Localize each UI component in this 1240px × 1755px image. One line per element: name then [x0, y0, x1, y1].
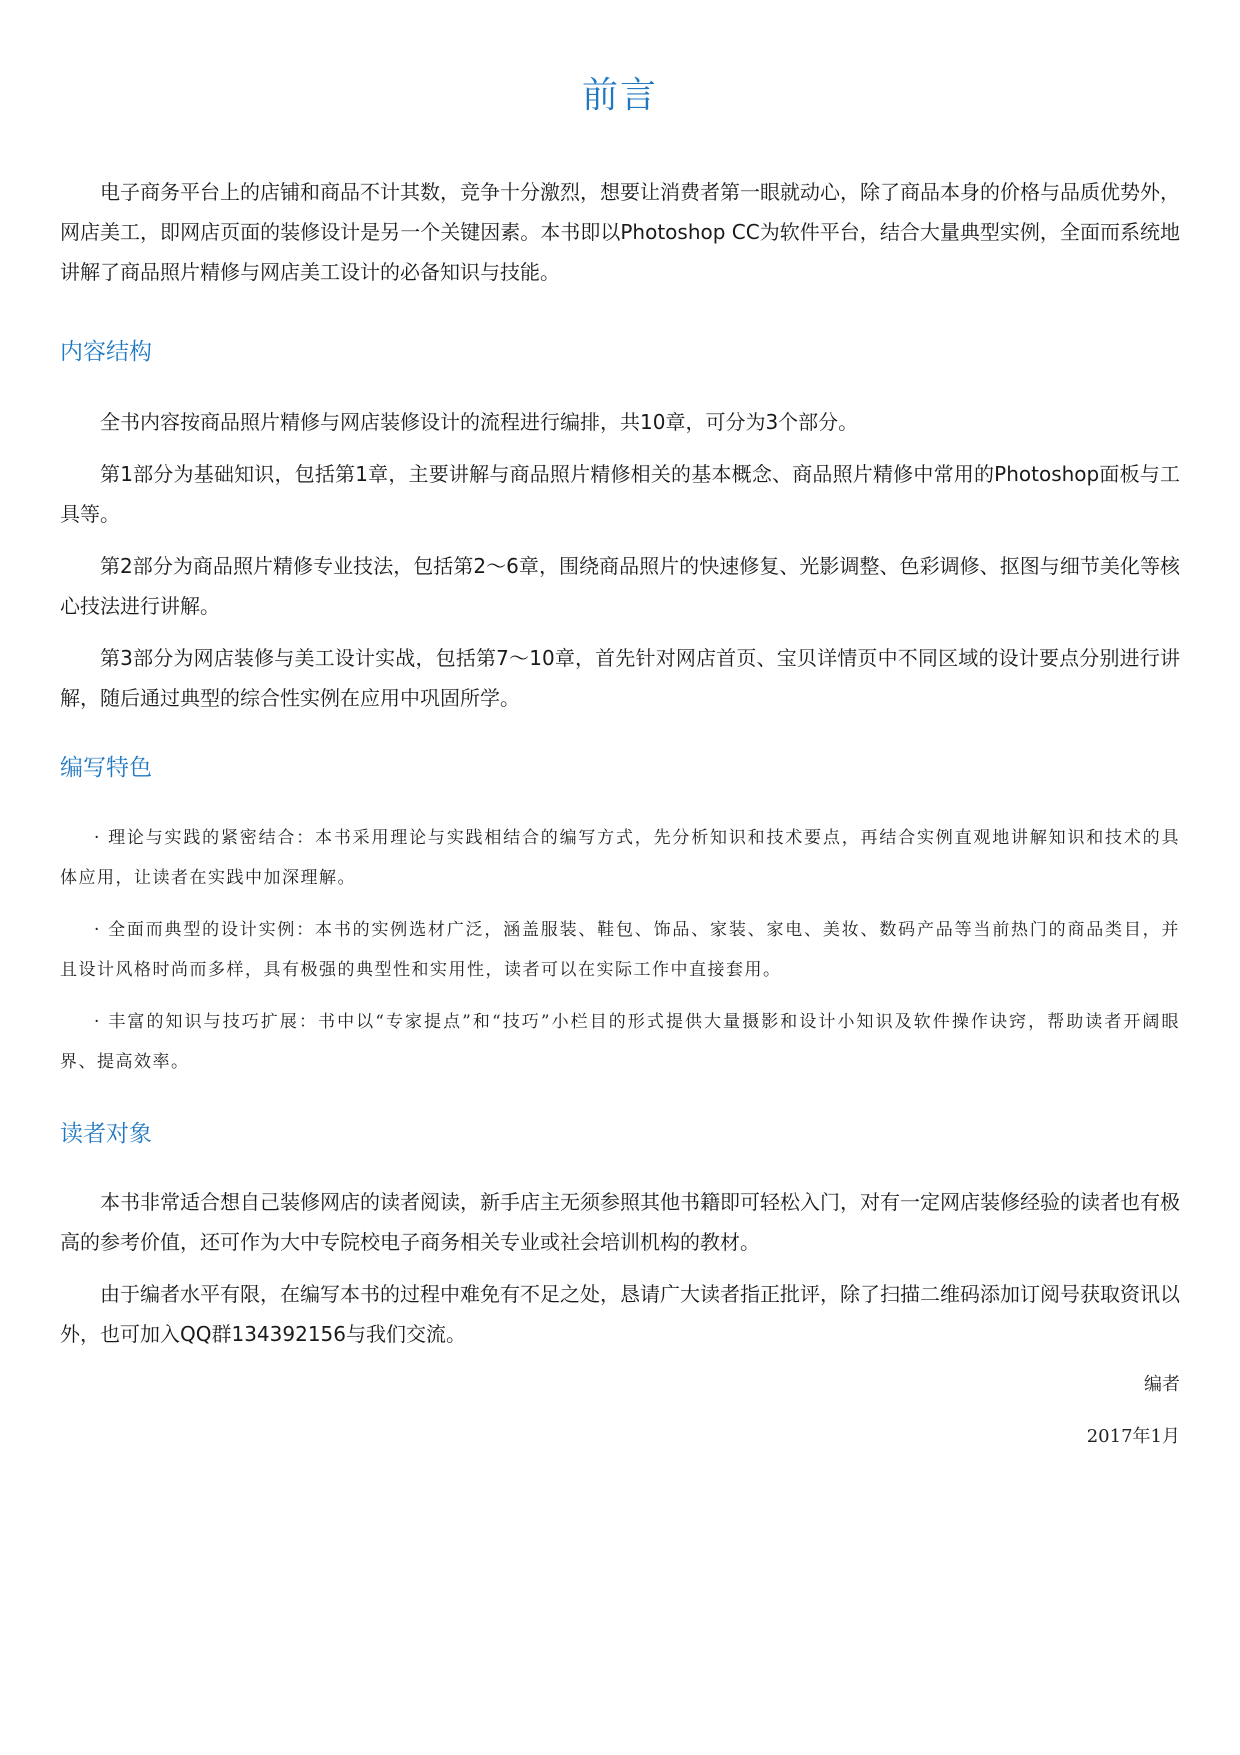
preface-page	[60, 0, 1180, 1452]
signature-author: 编者	[1144, 1374, 1180, 1395]
audience-paragraph: 由于编者水平有限，在编写本书的过程中难免有不足之处，恳请广大读者指正批评，除了扫描二维码添加订阅号获取资讯以外，也可加入QQ群134392156与我们交流。	[60, 1282, 1180, 1346]
feature-item: · 理论与实践的紧密结合：本书采用理论与实践相结合的编写方式，先分析知识和技术要点，再结合实例直观地讲解知识和技术的具体应用，让读者在实践中加深理解。	[60, 828, 1180, 888]
section-heading-audience: 读者对象	[60, 1121, 152, 1147]
signature-date: 2017年1月	[1086, 1426, 1180, 1447]
structure-paragraph: 全书内容按商品照片精修与网店装修设计的流程进行编排，共10章，可分为3个部分。	[100, 410, 859, 434]
structure-paragraph: 第1部分为基础知识，包括第1章，主要讲解与商品照片精修相关的基本概念、商品照片精修中常用的Photoshop面板与工具等。	[60, 462, 1180, 526]
structure-paragraph: 第3部分为网店装修与美工设计实战，包括第7～10章，首先针对网店首页、宝贝详情页中不同区域的设计要点分别进行讲解，随后通过典型的综合性实例在应用中巩固所学。	[60, 646, 1180, 710]
page-title: 前言	[581, 75, 658, 116]
structure-paragraph: 第2部分为商品照片精修专业技法，包括第2～6章，围绕商品照片的快速修复、光影调整、色彩调修、抠图与细节美化等核心技法进行讲解。	[60, 554, 1180, 618]
audience-paragraph: 本书非常适合想自己装修网店的读者阅读，新手店主无须参照其他书籍即可轻松入门，对有一定网店装修经验的读者也有极高的参考价值，还可作为大中专院校电子商务相关专业或社会培训机构的教材。	[60, 1190, 1180, 1254]
section-heading-features: 编写特色	[60, 755, 152, 781]
intro-paragraph: 电子商务平台上的店铺和商品不计其数，竞争十分激烈，想要让消费者第一眼就动心，除了商品本身的价格与品质优势外，网店美工，即网店页面的装修设计是另一个关键因素。本书即以Photoshop CC为软件平台，结合大量典型实例，全面而系统地讲解了商品照片精修与网店美工设计的必备知识与技能。	[60, 180, 1180, 284]
section-heading-structure: 内容结构	[60, 339, 152, 365]
feature-item: · 丰富的知识与技巧扩展：书中以“专家提点”和“技巧”小栏目的形式提供大量摄影和设计小知识及软件操作诀窍，帮助读者开阔眼界、提高效率。	[60, 1012, 1180, 1072]
feature-item: · 全面而典型的设计实例：本书的实例选材广泛，涵盖服装、鞋包、饰品、家装、家电、美妆、数码产品等当前热门的商品类目，并且设计风格时尚而多样，具有极强的典型性和实用性，读者可以在实际工作中直接套用。	[60, 920, 1180, 980]
